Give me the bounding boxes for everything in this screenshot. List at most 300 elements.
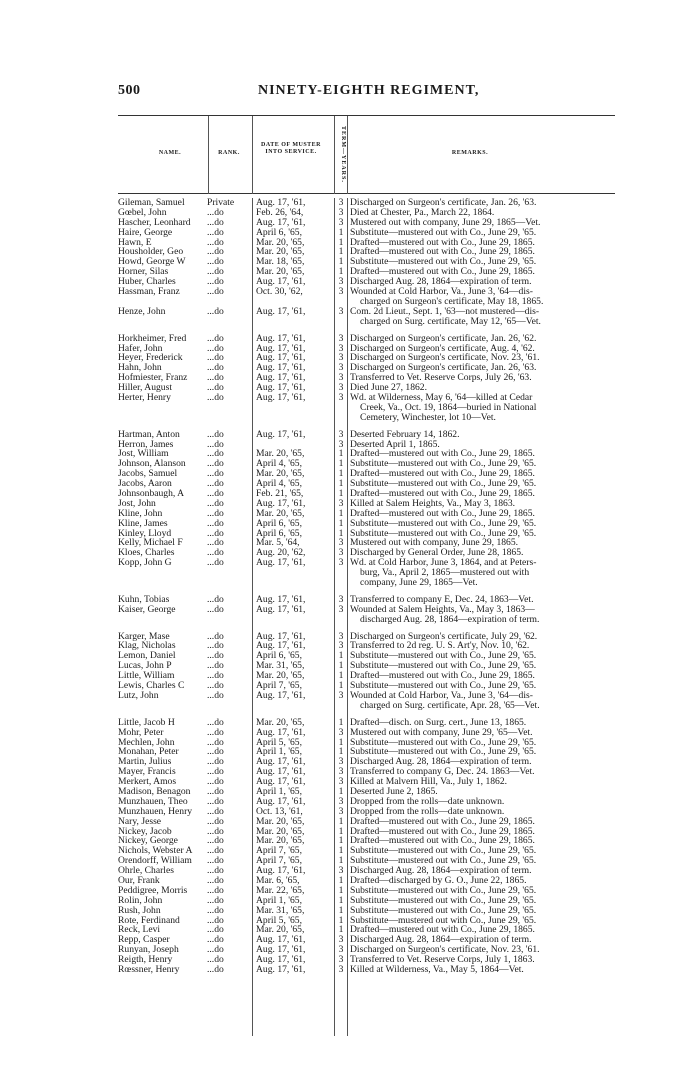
soldier-name: Little, Jacob H xyxy=(118,717,175,728)
term-years: 1 xyxy=(338,651,344,662)
remarks-line: discharged Aug. 28, 1864—expiration of term. xyxy=(360,613,540,625)
header-column-divider xyxy=(334,116,335,194)
soldier-rank: ...do xyxy=(207,717,224,728)
remarks-line: Discharged on Surgeon's certificate, July 29, '62. xyxy=(350,631,538,642)
term-years: 3 xyxy=(338,757,344,768)
remarks xyxy=(350,238,618,248)
remarks xyxy=(350,651,618,661)
term-years: 3 xyxy=(338,935,344,946)
soldier-rank: ...do xyxy=(207,895,224,906)
soldier-name: Nickey, Jacob xyxy=(118,826,172,837)
term-years: 1 xyxy=(338,671,344,682)
muster-date: Aug. 17, '61, xyxy=(256,727,306,738)
soldier-name: Little, William xyxy=(118,671,175,682)
remarks-line: Drafted—mustered out with Co., June 29, 1865. xyxy=(350,816,535,827)
muster-date: Aug. 17, '61, xyxy=(256,935,306,946)
muster-date: Mar. 31, '65, xyxy=(256,905,305,916)
term-years: 1 xyxy=(338,227,344,238)
soldier-rank: ...do xyxy=(207,383,224,393)
muster-date: Aug. 17, '61, xyxy=(256,429,306,440)
soldier-name: Rolin, John xyxy=(118,895,163,906)
page-number: 500 xyxy=(118,83,141,98)
remarks-line: Substitute—mustered out with Co., June 29, '65. xyxy=(350,257,537,268)
remarks-line: Substitute—mustered out with Co., June 29, '65. xyxy=(350,681,537,691)
soldier-rank: ...do xyxy=(207,681,224,691)
soldier-rank: ...do xyxy=(207,488,224,499)
remarks-line: Discharged on Surgeon's certificate, Aug. 4, '62. xyxy=(350,343,535,354)
remarks xyxy=(350,632,618,642)
remarks-line: Wounded at Cold Harbor, Va., June 3, '64—dis- xyxy=(350,690,533,701)
remarks-line: company, June 29, 1865—Vet. xyxy=(360,577,478,588)
muster-date: Mar. 20, '65, xyxy=(256,508,305,519)
remarks xyxy=(350,728,618,738)
remarks-line: Substitute—mustered out with Co., June 29, '65. xyxy=(350,846,537,857)
remarks-line: Deserted April 1, 1865. xyxy=(350,439,440,450)
remarks xyxy=(350,548,618,558)
soldier-rank: Private xyxy=(207,198,235,208)
remarks xyxy=(350,641,618,651)
term-years: 1 xyxy=(338,905,344,916)
table-row xyxy=(118,797,618,807)
remarks xyxy=(350,906,618,916)
remarks-line: Drafted—disch. on Surg. cert., June 13, 1865. xyxy=(350,717,527,728)
table-row xyxy=(118,827,618,837)
table-row xyxy=(118,817,618,827)
table-row xyxy=(118,661,618,671)
remarks-line: Substitute—mustered out with Co., June 29, '65. xyxy=(350,885,537,896)
term-years: 1 xyxy=(338,895,344,906)
table-row xyxy=(118,605,618,625)
remarks xyxy=(350,787,618,797)
muster-date: Aug. 17, '61, xyxy=(256,866,306,876)
soldier-name: Kline, James xyxy=(118,518,168,529)
muster-date: Aug. 17, '61, xyxy=(256,306,306,317)
remarks xyxy=(350,817,618,827)
remarks-line: Discharged on Surgeon's certificate, Nov. 23, '61. xyxy=(350,353,540,364)
soldier-rank: ...do xyxy=(207,459,224,470)
remarks xyxy=(350,538,618,548)
soldier-name: Herter, Henry xyxy=(118,392,171,403)
muster-date: Oct. 13, '61, xyxy=(256,806,303,817)
muster-date: April 6, '65, xyxy=(256,651,302,662)
soldier-name: Kopp, John G xyxy=(118,558,172,569)
soldier-name: Kaiser, George xyxy=(118,604,176,615)
table-row xyxy=(118,651,618,661)
term-years: 1 xyxy=(338,915,344,926)
term-years: 3 xyxy=(338,207,344,218)
term-years: 3 xyxy=(338,333,344,344)
remarks xyxy=(350,228,618,238)
soldier-rank: ...do xyxy=(207,363,224,374)
soldier-rank: ...do xyxy=(207,237,224,248)
remarks xyxy=(350,519,618,529)
table-row xyxy=(118,257,618,267)
remarks-line: Substitute—mustered out with Co., June 29, '65. xyxy=(350,518,537,529)
remarks-line: Substitute—mustered out with Co., June 29, '65. xyxy=(350,737,537,748)
remarks-line: Drafted—mustered out with Co., June 29, 1865. xyxy=(350,925,535,936)
table-row xyxy=(118,945,618,955)
remarks-line: Discharged on Surgeon's certificate, Jan. 26, '63. xyxy=(350,363,537,374)
muster-date: Mar. 20, '65, xyxy=(256,247,305,258)
term-years: 1 xyxy=(338,488,344,499)
remarks xyxy=(350,459,618,469)
table-row xyxy=(118,267,618,277)
remarks-line: Com. 2d Lieut., Sept. 1, '63—not mustered—dis- xyxy=(350,306,540,317)
soldier-rank: ...do xyxy=(207,866,224,876)
table-row xyxy=(118,459,618,469)
soldier-rank: ...do xyxy=(207,737,224,748)
muster-date: Mar. 6, '65, xyxy=(256,875,300,886)
remarks-line: Substitute—mustered out with Co., June 29, '65. xyxy=(350,915,537,926)
soldier-rank: ...do xyxy=(207,671,224,682)
soldier-name: Repp, Casper xyxy=(118,935,170,946)
remarks-line: Mustered out with company, June 29, 1865. xyxy=(350,538,519,549)
soldier-rank: ...do xyxy=(207,449,224,460)
remarks xyxy=(350,935,618,945)
remarks-line: Drafted—mustered out with Co., June 29, 1865. xyxy=(350,267,535,278)
remarks-line: Substitute—mustered out with Co., June 29, '65. xyxy=(350,651,537,662)
term-years: 1 xyxy=(338,508,344,519)
muster-date: Mar. 20, '65, xyxy=(256,826,305,837)
term-years: 3 xyxy=(338,217,344,228)
soldier-name: Mechlen, John xyxy=(118,737,175,748)
remarks-line: Dropped from the rolls—date unknown. xyxy=(350,806,505,817)
table-row xyxy=(118,906,618,916)
term-years: 3 xyxy=(338,866,344,876)
muster-date: Mar. 18, '65, xyxy=(256,257,305,268)
soldier-name: Johnsonbaugh, A xyxy=(118,488,185,499)
table-row xyxy=(118,430,618,440)
remarks xyxy=(350,876,618,886)
column-header-term: TERM—YEARS. xyxy=(340,125,346,183)
term-years: 3 xyxy=(338,806,344,817)
soldier-name: Klag, Nicholas xyxy=(118,641,176,652)
muster-date: Aug. 17, '61, xyxy=(256,558,306,569)
term-years: 1 xyxy=(338,737,344,748)
table-row xyxy=(118,787,618,797)
group-spacer xyxy=(118,327,618,334)
table-row xyxy=(118,558,618,588)
term-years: 1 xyxy=(338,449,344,460)
soldier-name: Hawn, E xyxy=(118,237,152,248)
remarks xyxy=(350,267,618,277)
term-years: 3 xyxy=(338,631,344,642)
muster-date: Mar. 20, '65, xyxy=(256,717,305,728)
remarks xyxy=(350,886,618,896)
term-years: 1 xyxy=(338,661,344,672)
term-years: 1 xyxy=(338,257,344,268)
table-row xyxy=(118,876,618,886)
table-row xyxy=(118,440,618,450)
muster-date: Mar. 20, '65, xyxy=(256,925,305,936)
soldier-name: Mayer, Francis xyxy=(118,767,176,778)
remarks xyxy=(350,797,618,807)
term-years: 3 xyxy=(338,429,344,440)
remarks xyxy=(350,691,618,711)
remarks-line: Drafted—mustered out with Co., June 29, 1865. xyxy=(350,469,535,480)
soldier-name: Jost, William xyxy=(118,449,169,460)
remarks xyxy=(350,767,618,777)
soldier-name: Peddigree, Morris xyxy=(118,885,188,896)
soldier-rank: ...do xyxy=(207,439,224,450)
remarks-line: Drafted—mustered out with Co., June 29, 1865. xyxy=(350,508,535,519)
remarks xyxy=(350,827,618,837)
group-spacer xyxy=(118,711,618,718)
term-years: 1 xyxy=(338,786,344,797)
muster-date: Aug. 17, '61, xyxy=(256,796,306,807)
muster-date: Mar. 20, '65, xyxy=(256,816,305,827)
muster-date: Aug. 17, '61, xyxy=(256,333,306,344)
muster-date: Aug. 17, '61, xyxy=(256,373,306,384)
soldier-name: Nickey, George xyxy=(118,836,178,847)
term-years: 1 xyxy=(338,469,344,480)
soldier-rank: ...do xyxy=(207,277,224,288)
remarks xyxy=(350,595,618,605)
remarks-line: charged on Surg. certificate, Apr. 28, '65—Vet. xyxy=(360,699,540,711)
soldier-rank: ...do xyxy=(207,875,224,886)
term-years: 3 xyxy=(338,538,344,549)
remarks-line: charged on Surgeon's certificate, May 18, 1865. xyxy=(360,295,544,307)
remarks-line: Drafted—discharged by G. O., June 22, 1865. xyxy=(350,875,527,886)
soldier-name: Henze, John xyxy=(118,306,166,317)
muster-date: April 1, '65, xyxy=(256,786,302,797)
soldier-rank: ...do xyxy=(207,925,224,936)
roster-table-body xyxy=(118,198,618,975)
table-row xyxy=(118,479,618,489)
term-years: 3 xyxy=(338,198,344,208)
table-row xyxy=(118,896,618,906)
soldier-name: Hafer, John xyxy=(118,343,163,354)
remarks-line: Discharged by General Order, June 28, 1865. xyxy=(350,548,524,559)
remarks-line: Substitute—mustered out with Co., June 29, '65. xyxy=(350,479,537,489)
table-row xyxy=(118,519,618,529)
soldier-name: Kelly, Michael F xyxy=(118,538,183,549)
soldier-name: Housholder, Geo xyxy=(118,247,184,258)
remarks xyxy=(350,965,618,975)
remarks xyxy=(350,916,618,926)
remarks xyxy=(350,363,618,373)
muster-date: Aug. 17, '61, xyxy=(256,777,306,787)
remarks-line: Dropped from the rolls—date unknown. xyxy=(350,796,505,807)
muster-date: April 1, '65, xyxy=(256,895,302,906)
remarks xyxy=(350,344,618,354)
soldier-name: Lutz, John xyxy=(118,690,159,701)
term-years: 3 xyxy=(338,353,344,364)
soldier-name: Rush, John xyxy=(118,905,161,916)
term-years: 3 xyxy=(338,373,344,384)
soldier-name: Runyan, Joseph xyxy=(118,945,179,956)
table-row xyxy=(118,198,618,208)
table-row xyxy=(118,228,618,238)
table-row xyxy=(118,757,618,767)
soldier-name: Kinley, Lloyd xyxy=(118,528,172,539)
term-years: 3 xyxy=(338,727,344,738)
soldier-rank: ...do xyxy=(207,846,224,857)
term-years: 1 xyxy=(338,925,344,936)
muster-date: April 5, '65, xyxy=(256,915,302,926)
muster-date: Feb. 21, '65, xyxy=(256,488,304,499)
term-years: 3 xyxy=(338,363,344,374)
muster-date: Aug. 17, '61, xyxy=(256,631,306,642)
muster-date: Aug. 17, '61, xyxy=(256,383,306,393)
remarks xyxy=(350,856,618,866)
remarks-line: Died at Chester, Pa., March 22, 1864. xyxy=(350,207,495,218)
soldier-name: Munzhauen, Henry xyxy=(118,806,193,817)
muster-date: April 4, '65, xyxy=(256,459,302,470)
remarks xyxy=(350,807,618,817)
soldier-rank: ...do xyxy=(207,528,224,539)
remarks xyxy=(350,208,618,218)
remarks-line: Killed at Salem Heights, Va., May 3, 1863. xyxy=(350,498,516,509)
remarks xyxy=(350,469,618,479)
remarks-line: Transferred to Vet. Reserve Corps, July 26, '63. xyxy=(350,373,532,384)
soldier-name: Monahan, Peter xyxy=(118,747,179,758)
remarks-line: Mustered out with company, June 29, 1865—Vet. xyxy=(350,217,541,228)
remarks-line: Died June 27, 1862. xyxy=(350,383,428,393)
soldier-name: Kloes, Charles xyxy=(118,548,175,559)
remarks xyxy=(350,529,618,539)
soldier-rank: ...do xyxy=(207,479,224,489)
table-row xyxy=(118,548,618,558)
table-row xyxy=(118,595,618,605)
soldier-rank: ...do xyxy=(207,806,224,817)
soldier-rank: ...do xyxy=(207,955,224,966)
remarks-line: Substitute—mustered out with Co., June 29, '65. xyxy=(350,227,537,238)
table-row xyxy=(118,538,618,548)
remarks-line: Transferred to company E, Dec. 24, 1863—Vet. xyxy=(350,594,534,605)
muster-date: Aug. 17, '61, xyxy=(256,363,306,374)
muster-date: Mar. 5, '64, xyxy=(256,538,300,549)
remarks xyxy=(350,257,618,267)
soldier-name: Reck, Levi xyxy=(118,925,161,936)
remarks xyxy=(350,479,618,489)
soldier-rank: ...do xyxy=(207,826,224,837)
remarks-line: Drafted—mustered out with Co., June 29, 1865. xyxy=(350,247,535,258)
table-row xyxy=(118,363,618,373)
table-row xyxy=(118,353,618,363)
header-column-divider xyxy=(252,116,253,194)
remarks xyxy=(350,334,618,344)
term-years: 1 xyxy=(338,267,344,278)
soldier-rank: ...do xyxy=(207,690,224,701)
running-header xyxy=(118,83,618,97)
muster-date: Aug. 20, '62, xyxy=(256,548,306,559)
remarks-line: Deserted February 14, 1862. xyxy=(350,429,460,440)
term-years: 1 xyxy=(338,846,344,857)
table-row xyxy=(118,925,618,935)
term-years: 1 xyxy=(338,459,344,470)
soldier-name: Kuhn, Tobias xyxy=(118,594,170,605)
soldier-rank: ...do xyxy=(207,287,224,297)
remarks xyxy=(350,757,618,767)
table-row xyxy=(118,728,618,738)
table-row xyxy=(118,499,618,509)
term-years: 3 xyxy=(338,796,344,807)
soldier-name: Karger, Mase xyxy=(118,631,170,642)
remarks-line: Wd. at Cold Harbor, June 3, 1864, and at Peters- xyxy=(350,558,537,569)
muster-date: Aug. 17, '61, xyxy=(256,198,306,208)
soldier-rank: ...do xyxy=(207,247,224,258)
remarks xyxy=(350,383,618,393)
term-years: 3 xyxy=(338,641,344,652)
column-header-date: DATE OF MUSTER INTO SERVICE. xyxy=(260,142,321,155)
soldier-rank: ...do xyxy=(207,945,224,956)
muster-date: Aug. 17, '61, xyxy=(256,757,306,768)
remarks-line: Discharged on Surgeon's certificate, Nov. 23, '61. xyxy=(350,945,540,956)
muster-date: April 7, '65, xyxy=(256,856,302,867)
table-row xyxy=(118,529,618,539)
remarks xyxy=(350,866,618,876)
soldier-name: Ohrle, Charles xyxy=(118,866,174,876)
term-years: 3 xyxy=(338,439,344,450)
soldier-rank: ...do xyxy=(207,777,224,787)
soldier-rank: ...do xyxy=(207,207,224,218)
remarks-line: Substitute—mustered out with Co., June 29, '65. xyxy=(350,747,537,758)
remarks-line: Wounded at Cold Harbor, Va., June 3, '64—dis- xyxy=(350,287,533,298)
remarks xyxy=(350,440,618,450)
soldier-name: Gœbel, John xyxy=(118,207,167,218)
remarks xyxy=(350,277,618,287)
muster-date: Aug. 17, '61, xyxy=(256,955,306,966)
remarks-line: Transferred to Vet. Reserve Corps, July 1, 1863. xyxy=(350,955,535,966)
remarks xyxy=(350,846,618,856)
remarks-line: Substitute—mustered out with Co., June 29, '65. xyxy=(350,661,537,672)
table-row xyxy=(118,965,618,975)
soldier-rank: ...do xyxy=(207,594,224,605)
remarks xyxy=(350,430,618,440)
remarks-line: Substitute—mustered out with Co., June 29, '65. xyxy=(350,856,537,867)
muster-date: Aug. 17, '61, xyxy=(256,353,306,364)
table-row xyxy=(118,671,618,681)
soldier-rank: ...do xyxy=(207,935,224,946)
muster-date: Mar. 20, '65, xyxy=(256,237,305,248)
remarks xyxy=(350,945,618,955)
term-years: 3 xyxy=(338,945,344,956)
remarks xyxy=(350,836,618,846)
remarks xyxy=(350,499,618,509)
soldier-rank: ...do xyxy=(207,604,224,615)
muster-date: April 7, '65, xyxy=(256,846,302,857)
soldier-rank: ...do xyxy=(207,538,224,549)
muster-date: April 6, '65, xyxy=(256,227,302,238)
remarks xyxy=(350,373,618,383)
soldier-name: Hiller, August xyxy=(118,383,172,393)
term-years: 1 xyxy=(338,875,344,886)
soldier-name: Nichols, Webster A xyxy=(118,846,193,857)
table-row xyxy=(118,856,618,866)
remarks xyxy=(350,738,618,748)
table-row xyxy=(118,738,618,748)
term-years: 3 xyxy=(338,277,344,288)
soldier-name: Lucas, John P xyxy=(118,661,172,672)
soldier-rank: ...do xyxy=(207,757,224,768)
group-spacer xyxy=(118,588,618,595)
table-row xyxy=(118,287,618,307)
muster-date: Mar. 20, '65, xyxy=(256,267,305,278)
remarks xyxy=(350,671,618,681)
soldier-rank: ...do xyxy=(207,373,224,384)
soldier-rank: ...do xyxy=(207,651,224,662)
muster-date: Feb. 26, '64, xyxy=(256,207,304,218)
remarks xyxy=(350,558,618,588)
remarks-line: charged on Surg. certificate, May 12, '65—Vet. xyxy=(360,315,541,327)
soldier-name: Horkheimer, Fred xyxy=(118,333,187,344)
remarks xyxy=(350,393,618,423)
header-column-divider xyxy=(347,116,348,194)
term-years: 1 xyxy=(338,479,344,489)
muster-date: Mar. 22, '65, xyxy=(256,885,305,896)
muster-date: April 6, '65, xyxy=(256,528,302,539)
